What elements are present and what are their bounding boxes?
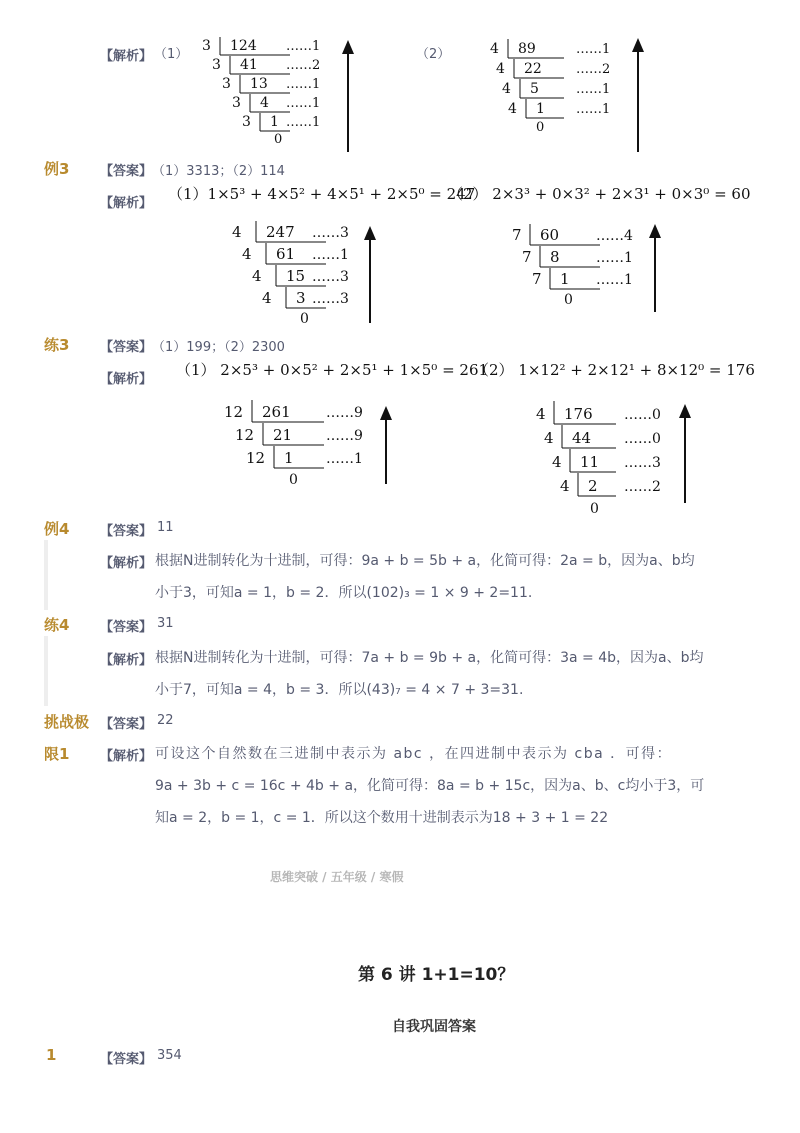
dividend: 3 xyxy=(296,289,306,307)
practice-4-label: 练4 xyxy=(44,616,70,634)
dividend: 22 xyxy=(524,61,542,77)
solution-line: 小于3，可知a = 1，b = 2．所以(102)₃ = 1 × 9 + 2=11. xyxy=(155,585,533,601)
margin-bar xyxy=(44,540,48,610)
remainder: ……1 xyxy=(286,115,321,130)
remainder: ……1 xyxy=(312,247,349,263)
section-subtitle: 自我巩固答案 xyxy=(392,1019,476,1035)
divisor: 3 xyxy=(202,38,211,54)
divisor: 4 xyxy=(232,223,242,241)
remainder: ……1 xyxy=(326,451,363,467)
challenge-label: 限1 xyxy=(44,745,70,763)
remainder: ……0 xyxy=(624,431,661,447)
answer-tag: 【答案】 xyxy=(100,340,153,355)
final-quotient: 0 xyxy=(590,501,599,517)
final-quotient: 0 xyxy=(300,311,309,327)
divisor: 4 xyxy=(262,289,272,307)
solution-line: 可设这个自然数在三进制中表示为 abc ，在四进制中表示为 cba ．可得： xyxy=(155,746,673,762)
remainder: ……1 xyxy=(596,272,633,288)
lecture-title: 第 6 讲 1+1=10？ xyxy=(358,965,515,985)
divisor: 4 xyxy=(544,429,554,447)
solution-line: 9a + 3b + c = 16c + 4b + a，化简可得：8a = b + 15c，因为a、b、c均小于3，可 xyxy=(155,778,705,794)
dividend: 1 xyxy=(560,270,570,288)
divisor: 4 xyxy=(242,245,252,263)
remainder: ……1 xyxy=(286,77,321,92)
divisor: 12 xyxy=(224,403,244,421)
dividend: 261 xyxy=(262,403,291,421)
divisor: 4 xyxy=(536,405,546,423)
dividend: 5 xyxy=(530,81,539,97)
analysis-tag: 【解析】 xyxy=(100,653,153,668)
dividend: 176 xyxy=(564,405,593,423)
divisor: 4 xyxy=(508,101,517,117)
dividend: 1 xyxy=(270,114,279,130)
answer-tag: 【答案】 xyxy=(100,164,153,179)
divisor: 7 xyxy=(512,226,522,244)
dividend: 8 xyxy=(550,248,560,266)
dividend: 15 xyxy=(286,267,306,285)
dividend: 13 xyxy=(250,76,268,92)
dividend: 41 xyxy=(240,57,258,73)
divisor: 3 xyxy=(212,57,221,73)
final-quotient: 0 xyxy=(564,292,573,308)
dividend: 1 xyxy=(536,101,545,117)
answer-tag: 【答案】 xyxy=(100,1052,153,1067)
divisor: 4 xyxy=(490,41,499,57)
analysis-tag: 【解析】 xyxy=(100,556,153,571)
part-label-2: （2） xyxy=(416,47,451,62)
answer-tag: 【答案】 xyxy=(100,620,153,635)
final-quotient: 0 xyxy=(289,472,298,488)
dividend: 247 xyxy=(266,223,295,241)
divisor: 12 xyxy=(246,449,266,467)
solution-line: 根据N进制转化为十进制，可得：7a + b = 9b + a，化简可得：3a = 4b，因为a、b均 xyxy=(155,650,704,666)
remainder: ……1 xyxy=(576,42,611,57)
remainder: ……1 xyxy=(596,250,633,266)
remainder: ……1 xyxy=(286,39,321,54)
remainder: ……1 xyxy=(286,96,321,111)
practice-3-answer: （1）199；（2）2300 xyxy=(152,340,285,355)
dividend: 1 xyxy=(284,449,294,467)
remainder: ……2 xyxy=(624,479,661,495)
divisor: 12 xyxy=(235,426,255,444)
formula: （1）1×5³ + 4×5² + 4×5¹ + 2×5⁰ = 247 xyxy=(168,185,476,203)
challenge-label: 挑战极 xyxy=(44,713,90,731)
divisor: 7 xyxy=(532,270,542,288)
divisor: 4 xyxy=(552,453,562,471)
example-4-answer: 11 xyxy=(157,520,174,535)
answer-tag: 【答案】 xyxy=(100,717,153,732)
example-3-answer: （1）3313；（2）114 xyxy=(152,164,285,179)
analysis-tag: 【解析】 xyxy=(100,196,153,211)
analysis-tag: 【解析】 xyxy=(100,749,153,764)
formula: （1） 2×5³ + 0×5² + 2×5¹ + 1×5⁰ = 261 xyxy=(176,361,489,379)
dividend: 60 xyxy=(540,226,560,244)
divisor: 4 xyxy=(560,477,570,495)
example-3-label: 例3 xyxy=(44,160,70,178)
practice-3-label: 练3 xyxy=(44,336,70,354)
remainder: ……2 xyxy=(286,58,321,73)
dividend: 11 xyxy=(580,453,600,471)
remainder: ……9 xyxy=(326,428,363,444)
dividend: 44 xyxy=(572,429,592,447)
remainder: ……3 xyxy=(312,225,349,241)
page-footer: 思维突破 / 五年级 / 寒假 xyxy=(270,870,404,884)
final-quotient: 0 xyxy=(274,132,283,147)
example-4-label: 例4 xyxy=(44,520,70,538)
solution-line: 根据N进制转化为十进制，可得：9a + b = 5b + a，化简可得：2a = b，因为a、b均 xyxy=(155,553,695,569)
divisor: 4 xyxy=(252,267,262,285)
formula: （2） 2×3³ + 0×3² + 2×3¹ + 0×3⁰ = 60 xyxy=(448,185,751,203)
question-1-number: 1 xyxy=(46,1046,57,1064)
dividend: 61 xyxy=(276,245,296,263)
dividend: 21 xyxy=(273,426,293,444)
remainder: ……0 xyxy=(624,407,661,423)
margin-bar xyxy=(44,636,48,706)
remainder: ……2 xyxy=(576,62,611,77)
dividend: 124 xyxy=(230,38,257,54)
remainder: ……3 xyxy=(312,269,349,285)
divisor: 3 xyxy=(232,95,241,111)
dividend: 2 xyxy=(588,477,598,495)
remainder: ……3 xyxy=(312,291,349,307)
solution-line: 知a = 2，b = 1，c = 1．所以这个数用十进制表示为18 + 3 + 1 = 22 xyxy=(155,810,609,826)
solution-line: 小于7，可知a = 4，b = 3．所以(43)₇ = 4 × 7 + 3=31. xyxy=(155,682,524,698)
challenge-answer: 22 xyxy=(157,713,174,728)
question-1-answer: 354 xyxy=(157,1048,182,1063)
dividend: 4 xyxy=(260,95,269,111)
answer-tag: 【答案】 xyxy=(100,524,153,539)
analysis-tag: 【解析】 xyxy=(100,49,153,64)
part-label-1: （1） xyxy=(154,47,189,62)
divisor: 7 xyxy=(522,248,532,266)
remainder: ……1 xyxy=(576,82,611,97)
divisor: 3 xyxy=(222,76,231,92)
divisor: 3 xyxy=(242,114,251,130)
remainder: ……3 xyxy=(624,455,661,471)
divisor: 4 xyxy=(502,81,511,97)
remainder: ……9 xyxy=(326,405,363,421)
analysis-tag: 【解析】 xyxy=(100,372,153,387)
practice-4-answer: 31 xyxy=(157,616,174,631)
formula: （2） 1×12² + 2×12¹ + 8×12⁰ = 176 xyxy=(474,361,755,379)
remainder: ……1 xyxy=(576,102,611,117)
remainder: ……4 xyxy=(596,228,633,244)
dividend: 89 xyxy=(518,41,536,57)
divisor: 4 xyxy=(496,61,505,77)
final-quotient: 0 xyxy=(536,120,545,135)
